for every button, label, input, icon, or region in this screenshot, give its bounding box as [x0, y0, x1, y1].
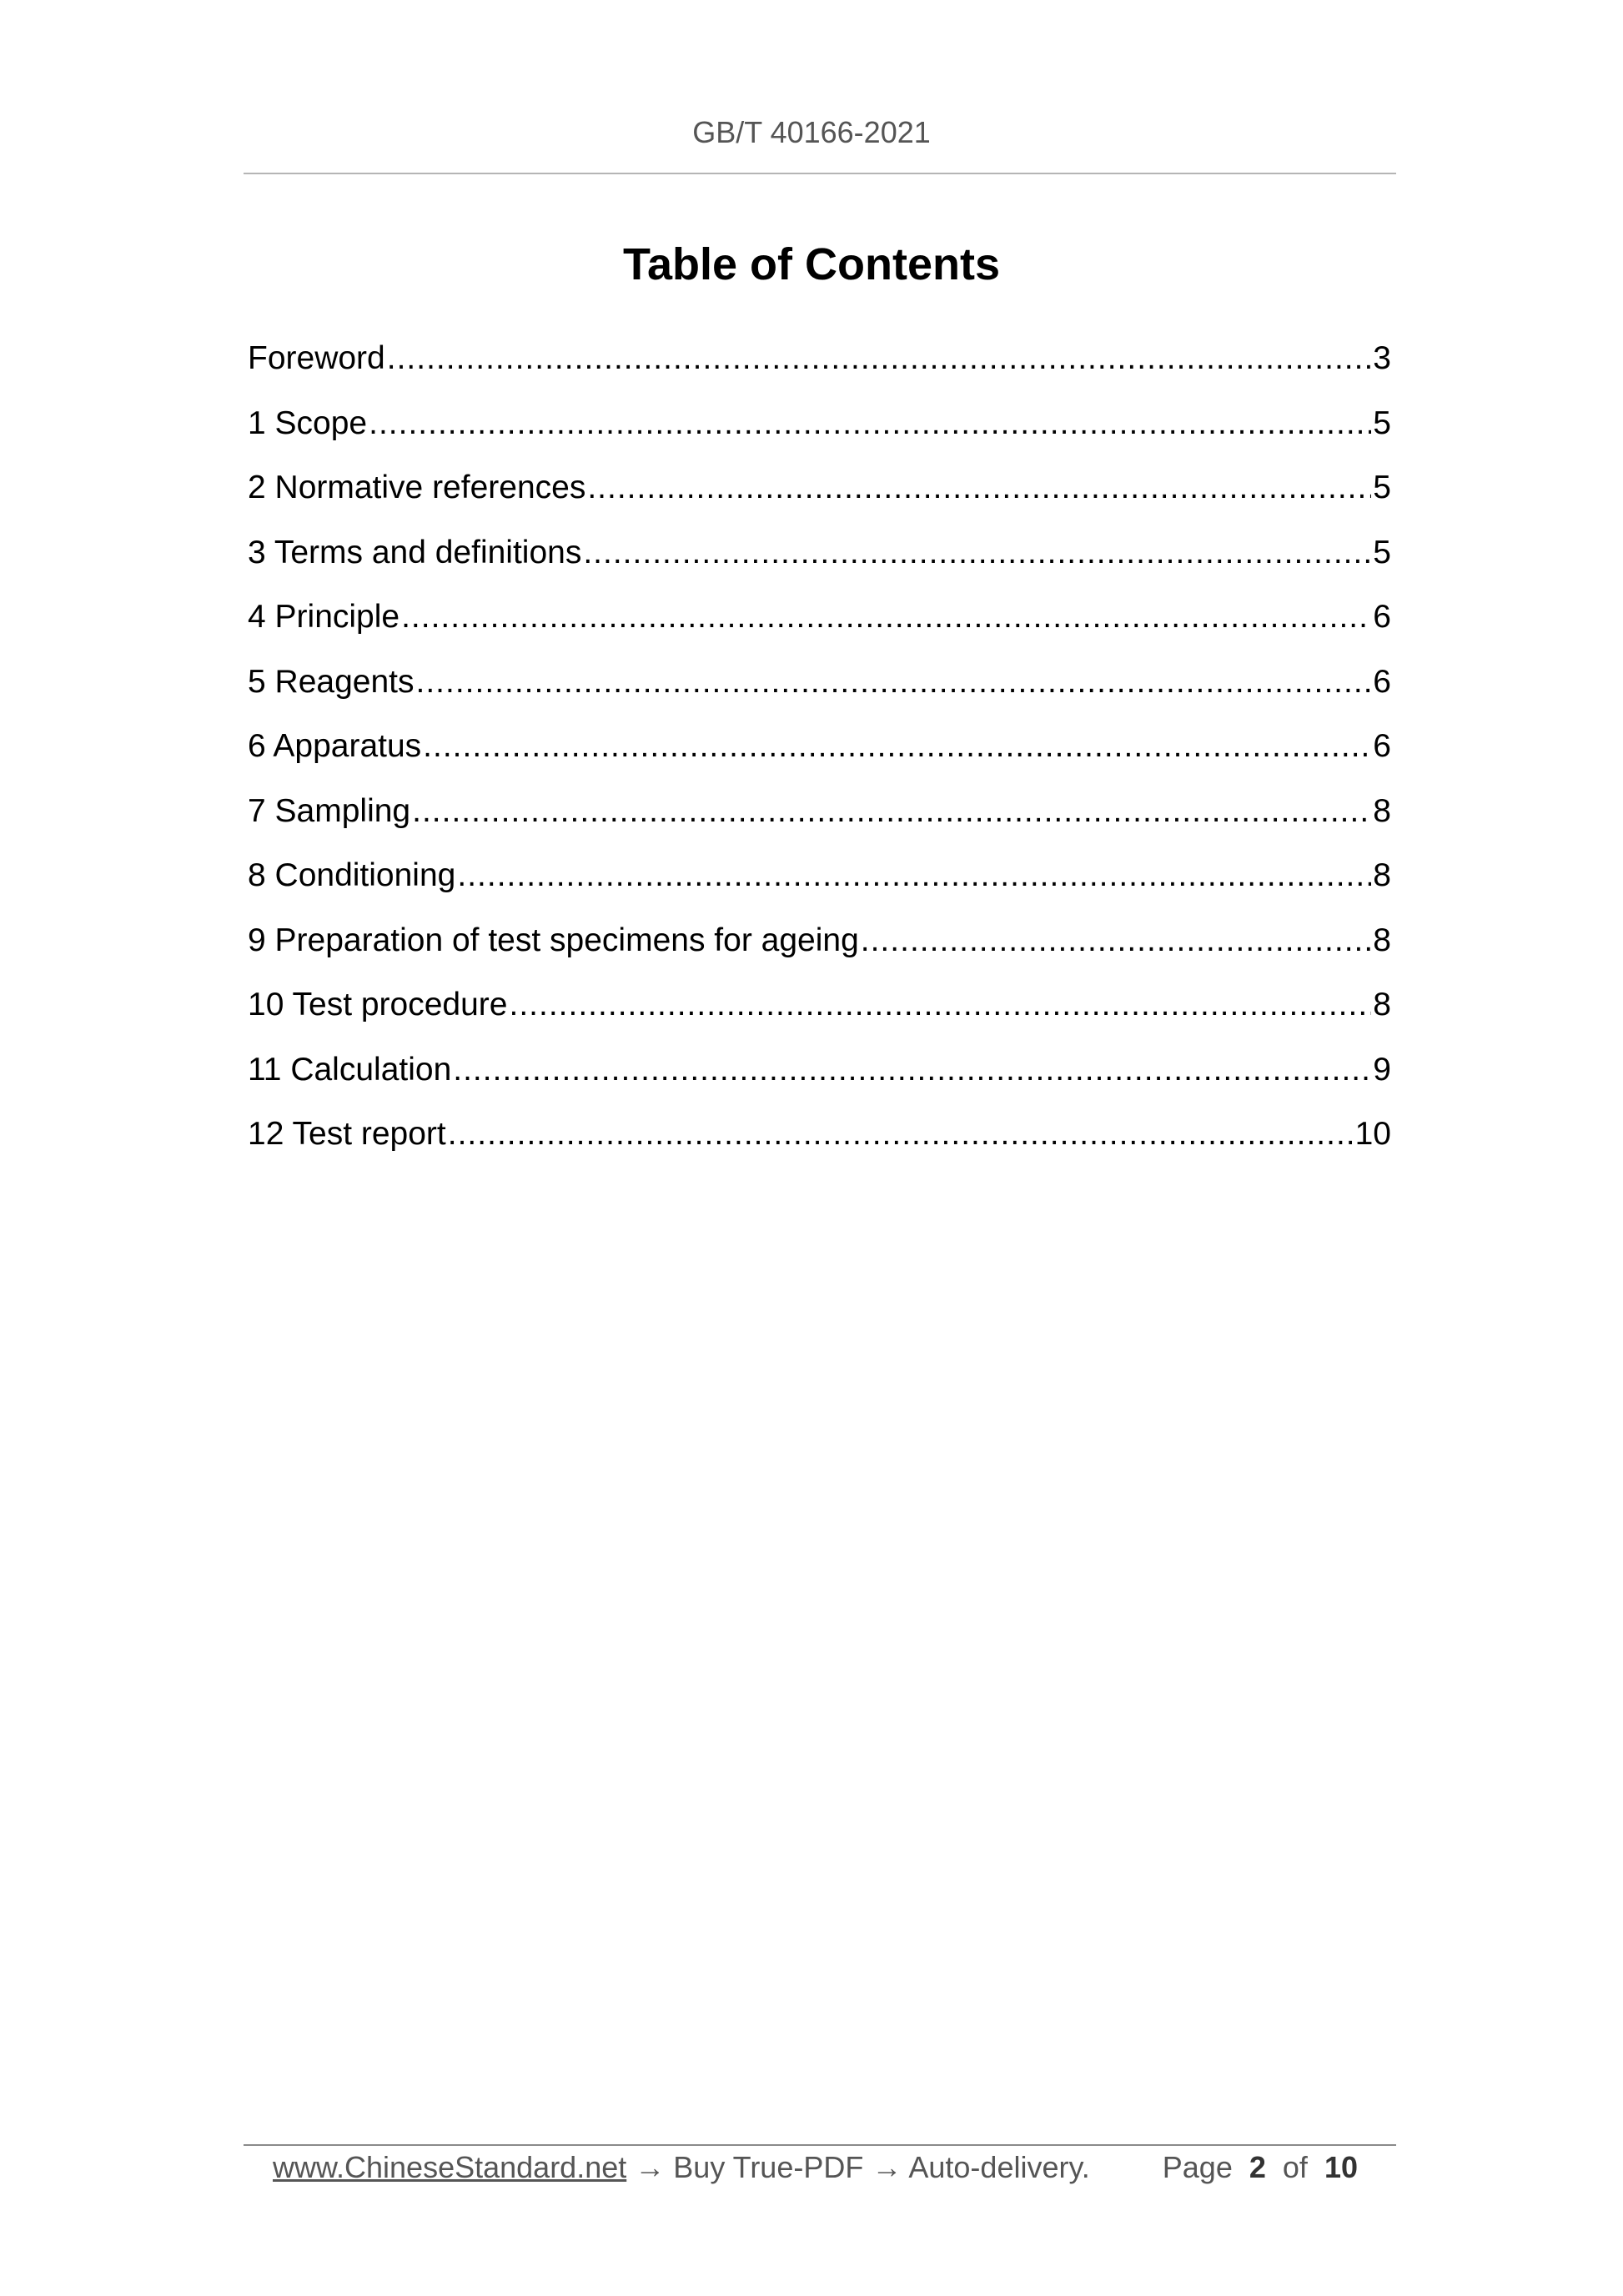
toc-entry-label: 4 Principle [248, 599, 400, 635]
toc-entry-sampling[interactable] [248, 793, 1391, 858]
toc-entry-label: 9 Preparation of test specimens for ageing [248, 922, 859, 958]
toc-dot-leader [453, 1052, 1371, 1088]
toc-dot-leader [587, 470, 1371, 506]
toc-entry-page: 6 [1373, 663, 1391, 700]
toc-entry-label: 5 Reagents [248, 663, 415, 700]
toc-entry-page: 10 [1354, 1116, 1391, 1152]
toc-entry-conditioning[interactable] [248, 857, 1391, 922]
toc-entry-page: 5 [1373, 404, 1391, 441]
toc-entry-terms-and-definitions[interactable] [248, 535, 1391, 600]
toc-entry-page: 5 [1373, 470, 1391, 505]
toc-entry-apparatus[interactable] [248, 728, 1391, 793]
toc-dot-leader [457, 857, 1371, 894]
toc-entry-page: 6 [1373, 728, 1391, 764]
footer-step-delivery: Auto-delivery. [908, 2150, 1090, 2184]
toc-entry-page: 8 [1373, 987, 1391, 1022]
toc-dot-leader [583, 535, 1371, 571]
toc-dot-leader [415, 664, 1371, 701]
page-total: 10 [1324, 2150, 1358, 2184]
toc-entry-label: 6 Apparatus [248, 728, 422, 764]
toc-dot-leader [401, 599, 1371, 636]
toc-entry-principle[interactable] [248, 599, 1391, 664]
toc-entry-label: 3 Terms and definitions [248, 534, 582, 570]
header-divider [244, 173, 1396, 174]
toc-entry-test-report[interactable] [248, 1116, 1391, 1181]
running-header: GB/T 40166-2021 [692, 115, 931, 149]
arrow-right-icon: → [872, 2150, 902, 2184]
toc-dot-leader [387, 340, 1372, 377]
toc-entry-page: 8 [1373, 857, 1391, 893]
page-title: Table of Contents [623, 239, 1000, 289]
toc-entry-page: 6 [1373, 599, 1391, 635]
toc-entry-label: 1 Scope [248, 404, 368, 441]
toc-list [248, 340, 1391, 1181]
toc-dot-leader [412, 793, 1371, 830]
toc-dot-leader [448, 1116, 1354, 1153]
toc-entry-test-procedure[interactable] [248, 987, 1391, 1052]
footer-divider [244, 2144, 1396, 2146]
toc-entry-reagents[interactable] [248, 664, 1391, 729]
toc-entry-page: 3 [1373, 340, 1391, 376]
website-link[interactable]: www.ChineseStandard.net [273, 2150, 627, 2184]
toc-entry-calculation[interactable] [248, 1052, 1391, 1117]
page-label: Page [1162, 2150, 1233, 2184]
page-indicator [1163, 2150, 1358, 2185]
toc-entry-page: 8 [1373, 792, 1391, 829]
toc-entry-label: 10 Test procedure [248, 987, 508, 1022]
toc-entry-preparation-of-test-specimens[interactable] [248, 922, 1391, 987]
page-footer [273, 2150, 1390, 2185]
toc-entry-label: 8 Conditioning [248, 857, 456, 893]
arrow-right-icon: → [635, 2150, 666, 2184]
page-of-label: of [1282, 2150, 1308, 2184]
toc-entry-label: 2 Normative references [248, 470, 586, 505]
toc-entry-label: 11 Calculation [248, 1051, 452, 1088]
toc-entry-page: 5 [1373, 534, 1391, 570]
toc-dot-leader [510, 987, 1372, 1023]
page-current: 2 [1249, 2150, 1266, 2184]
toc-dot-leader [861, 922, 1372, 959]
toc-entry-label: Foreword [248, 340, 385, 376]
footer-step-buy: Buy True-PDF [673, 2150, 864, 2184]
toc-entry-page: 9 [1373, 1051, 1391, 1088]
toc-entry-page: 8 [1373, 922, 1391, 958]
toc-entry-normative-references[interactable] [248, 470, 1391, 535]
toc-entry-label: 7 Sampling [248, 792, 411, 829]
toc-dot-leader [369, 405, 1371, 442]
toc-dot-leader [423, 728, 1371, 765]
toc-entry-foreword[interactable] [248, 340, 1391, 405]
toc-entry-label: 12 Test report [248, 1116, 446, 1152]
toc-entry-scope[interactable] [248, 405, 1391, 470]
